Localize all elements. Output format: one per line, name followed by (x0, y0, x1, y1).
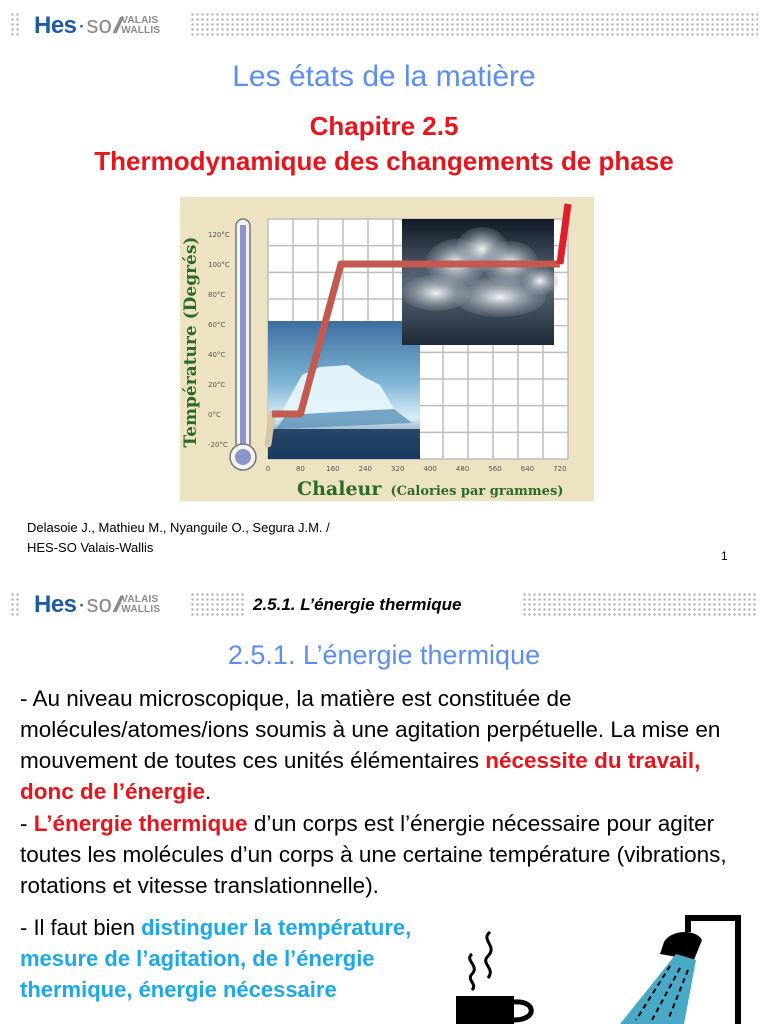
slide2-hes-so-logo: Hes · so /// VALAIS WALLIS (34, 591, 161, 618)
paragraph-microscopic: - Au niveau microscopique, la matière est constituée de molécules/atomes/ions soumis à une agitation perpétuelle. La mise en mouvement de toutes ces unités élémentaires nécessite du travail, donc de l’énergie. (20, 686, 721, 804)
phase-change-chart (180, 197, 594, 501)
header-dots-left (10, 12, 20, 38)
y-axis-ticks (208, 231, 230, 449)
y-tick-label: 0°C (208, 411, 221, 419)
x-tick-label: 560 (488, 465, 502, 473)
page-number: 1 (721, 549, 728, 563)
chapter-subtitle: Thermodynamique des changements de phase (94, 146, 674, 176)
slide2-header-dots-left (10, 592, 20, 618)
x-tick-label: 240 (358, 465, 372, 473)
x-tick-label: 480 (455, 465, 470, 473)
x-axis-label: Chaleur (Calories par grammes) (297, 478, 564, 500)
y-tick-label: 120°C (208, 231, 230, 239)
x-tick-label: 80 (295, 465, 305, 473)
slide2-header-dots-mid (190, 592, 245, 618)
slide-title: Les états de la matière (232, 60, 536, 93)
x-tick-label: 320 (391, 465, 405, 473)
x-tick-label: 160 (326, 465, 340, 473)
header-dots-right (190, 12, 758, 38)
coffee-cup-icon (452, 928, 542, 1024)
x-tick-label: 720 (553, 465, 567, 473)
hes-so-logo: Hes · so /// VALAIS WALLIS (34, 12, 161, 39)
curve-segment-solid (268, 414, 272, 444)
x-tick-label: 400 (423, 465, 437, 473)
shower-icon (600, 912, 760, 1024)
y-tick-label: 40°C (208, 351, 226, 359)
section-heading: 2.5.1. L’énergie thermique (227, 640, 541, 670)
x-tick-label: 0 (265, 465, 271, 473)
iceberg-picture (268, 321, 420, 459)
y-tick-label: 100°C (208, 261, 230, 269)
paragraph-distinguish: - Il faut bien distinguer la température, mesure de l’agitation, de l’énergie thermique, énergie nécessaire (20, 915, 412, 1002)
chart-svg (180, 197, 594, 501)
thermometer-icon (230, 219, 256, 470)
paragraph-thermal-energy: - L’énergie thermique d’un corps est l’énergie nécessaire pour agiter toutes les molécules d’un corps à une certaine température (vibrations, rotations et vitesse translationnelle). (20, 811, 727, 898)
y-tick-label: 20°C (208, 381, 226, 389)
y-tick-label: -20°C (208, 441, 228, 449)
x-axis-ticks (266, 465, 567, 473)
y-axis-label: Température (Degrés) (181, 236, 201, 448)
slide2-header-title: 2.5.1. L’énergie thermique (253, 595, 462, 614)
y-tick-label: 80°C (208, 291, 226, 299)
cloud-picture (402, 219, 558, 345)
y-tick-label: 60°C (208, 321, 226, 329)
chapter-label: Chapitre 2.5 (309, 111, 459, 141)
slide2-header-dots-right (522, 592, 758, 618)
x-tick-label: 640 (520, 465, 535, 473)
authors: Delasoie J., Mathieu M., Nyanguile O., Segura J.M. / HES-SO Valais-Wallis (27, 520, 330, 555)
